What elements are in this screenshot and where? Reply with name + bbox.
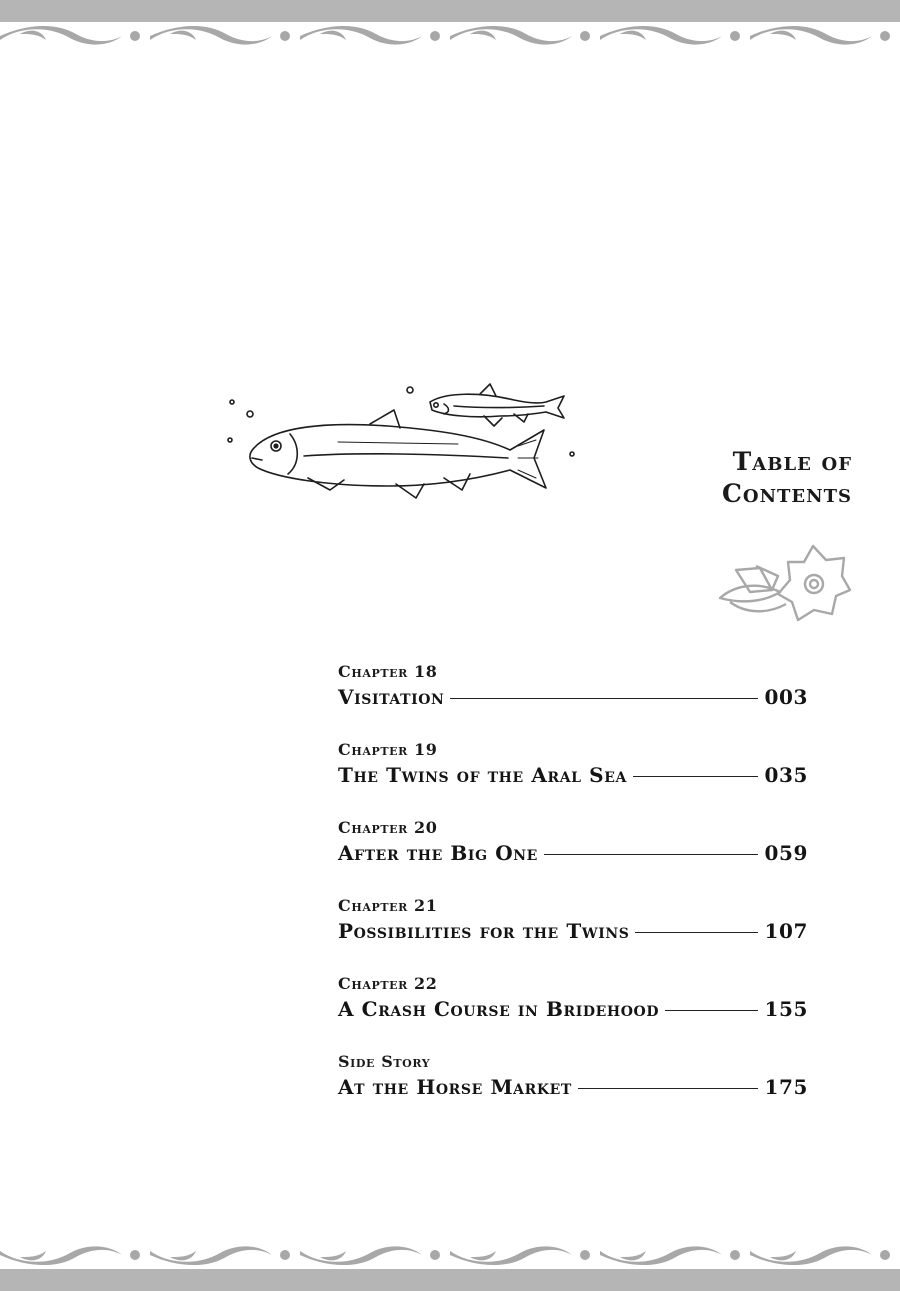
chapter-title: Visitation [338,685,445,709]
two-fish-icon [218,378,578,508]
page-number: 059 [764,841,808,865]
toc-entry[interactable] [338,894,808,972]
toc-line [338,1074,808,1100]
toc-title-line-1: Table of [732,447,852,476]
page-number: 107 [764,919,808,943]
bottom-border [0,1235,900,1291]
toc-line [338,918,808,944]
side-story-label: Side Story [338,1052,431,1071]
leader-line [665,1010,758,1011]
chapter-label: Chapter 20 [338,818,438,837]
page-number: 155 [764,997,808,1021]
scroll-vine-bottom-icon [0,1235,900,1291]
fish-illustration [218,378,578,508]
toc-entry[interactable] [338,1050,808,1128]
leader-line [450,698,758,699]
chapter-title: Possibilities for the Twins [338,919,630,943]
page-number: 035 [764,763,808,787]
toc-line [338,840,808,866]
chapter-title: The Twins of the Aral Sea [338,763,627,787]
toc-line [338,684,808,710]
toc-title-line-2: Contents [722,479,852,508]
leader-line [578,1088,758,1089]
toc-entry[interactable] [338,738,808,816]
toc-line [338,996,808,1022]
chapter-title: After the Big One [338,841,538,865]
scroll-vine-top-icon [0,0,900,56]
toc-entry[interactable] [338,660,808,738]
chapter-title: A Crash Course in Bridehood [338,997,660,1021]
chapter-title: At the Horse Market [338,1075,572,1099]
chapter-label: Chapter 18 [338,662,438,681]
leader-line [635,932,758,933]
top-border [0,0,900,56]
toc-title [592,446,852,510]
toc-entry[interactable] [338,972,808,1050]
page-number: 003 [764,685,808,709]
chapter-label: Chapter 19 [338,740,438,759]
flower-and-leaf-icon [716,540,856,630]
page-number: 175 [764,1075,808,1099]
chapter-label: Chapter 21 [338,896,438,915]
leader-line [633,776,758,777]
chapter-label: Chapter 22 [338,974,438,993]
toc-line [338,762,808,788]
flower-ornament [716,540,856,630]
leader-line [544,854,759,855]
toc-list [338,660,808,1128]
toc-entry[interactable] [338,816,808,894]
